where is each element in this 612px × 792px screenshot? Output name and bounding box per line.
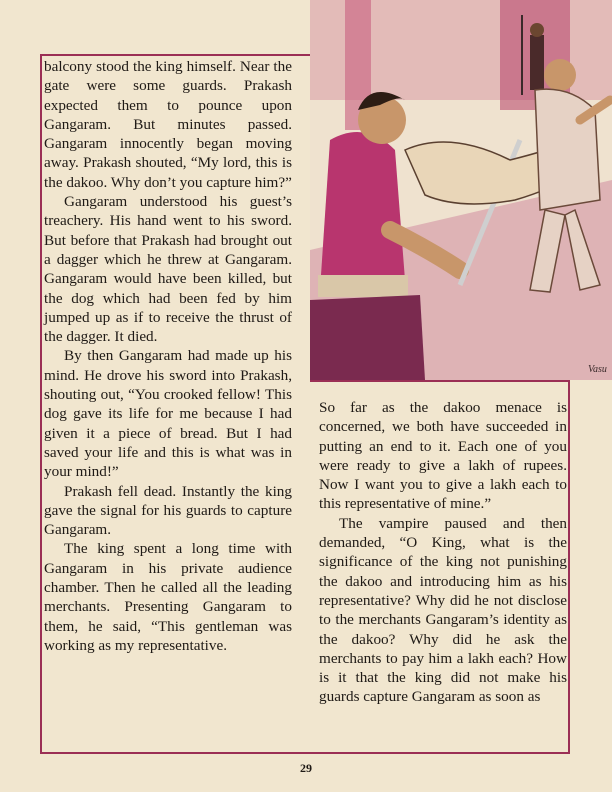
paragraph: The king spent a long time with Gangaram in his private audience chamber. Then he called all the leading merchants. Presenting Gangaram to them, he said, “This gentleman was working as my representative.: [44, 540, 292, 654]
paragraph: Prakash fell dead. Instantly the king gave the signal for his guards to capture Gangaram.: [44, 482, 292, 539]
paragraph: By then Gangaram had made up his mind. He drove his sword into Prakash, shouting out, “You crooked fellow! This dog gave its life for me because I had given it a piece of bread. But I had saved your life and this is what was in your mind!”: [44, 347, 292, 481]
paragraph: So far as the dakoo menace is concerned, we both have succeeded in putting an end to it. Each one of you were ready to give a lakh of rupees. Now I want you to give a lakh each to this representative of mine.”: [319, 399, 567, 513]
paragraph: balcony stood the king himself. Near the gate were some guards. Prakash expected them to pounce upon Gangaram. But minutes passed. Gangaram innocently began moving away. Prakash shouted, “My lord, this is the dakoo. Why don’t you capture him?”: [44, 58, 292, 191]
prakash-head: [544, 59, 576, 91]
guard-head: [530, 23, 544, 37]
paragraph: Gangaram understood his guest’s treachery. His hand went to his sword. But before that Prakash had brought out a dagger which he threw at Gangaram. Gangaram would have been killed, but the dog which had been fed by him jumped up as if to receive the thrust of the dagger. It died.: [44, 193, 292, 346]
prakash-body: [535, 89, 600, 210]
illustration: [310, 0, 612, 380]
guard-figure: [530, 35, 544, 90]
right-text-column: [319, 398, 567, 707]
gangaram-tunic: [320, 132, 405, 290]
left-text-column: [44, 57, 292, 655]
gangaram-legs: [310, 295, 425, 380]
gangaram-sash: [318, 275, 408, 297]
artist-signature: Vasu: [588, 364, 607, 375]
paragraph: The vampire paused and then demanded, “O King, what is the significance of the king not punishing the dakoo and introducing him as his representative? Why did he not disclose to the merchants Gangaram’s identity as the dakoo? Why did he ask the merchants to pay him a lakh each? How is it that the king did not make his guards capture Gangaram as soon as: [319, 514, 567, 706]
page-number: 29: [300, 761, 312, 775]
